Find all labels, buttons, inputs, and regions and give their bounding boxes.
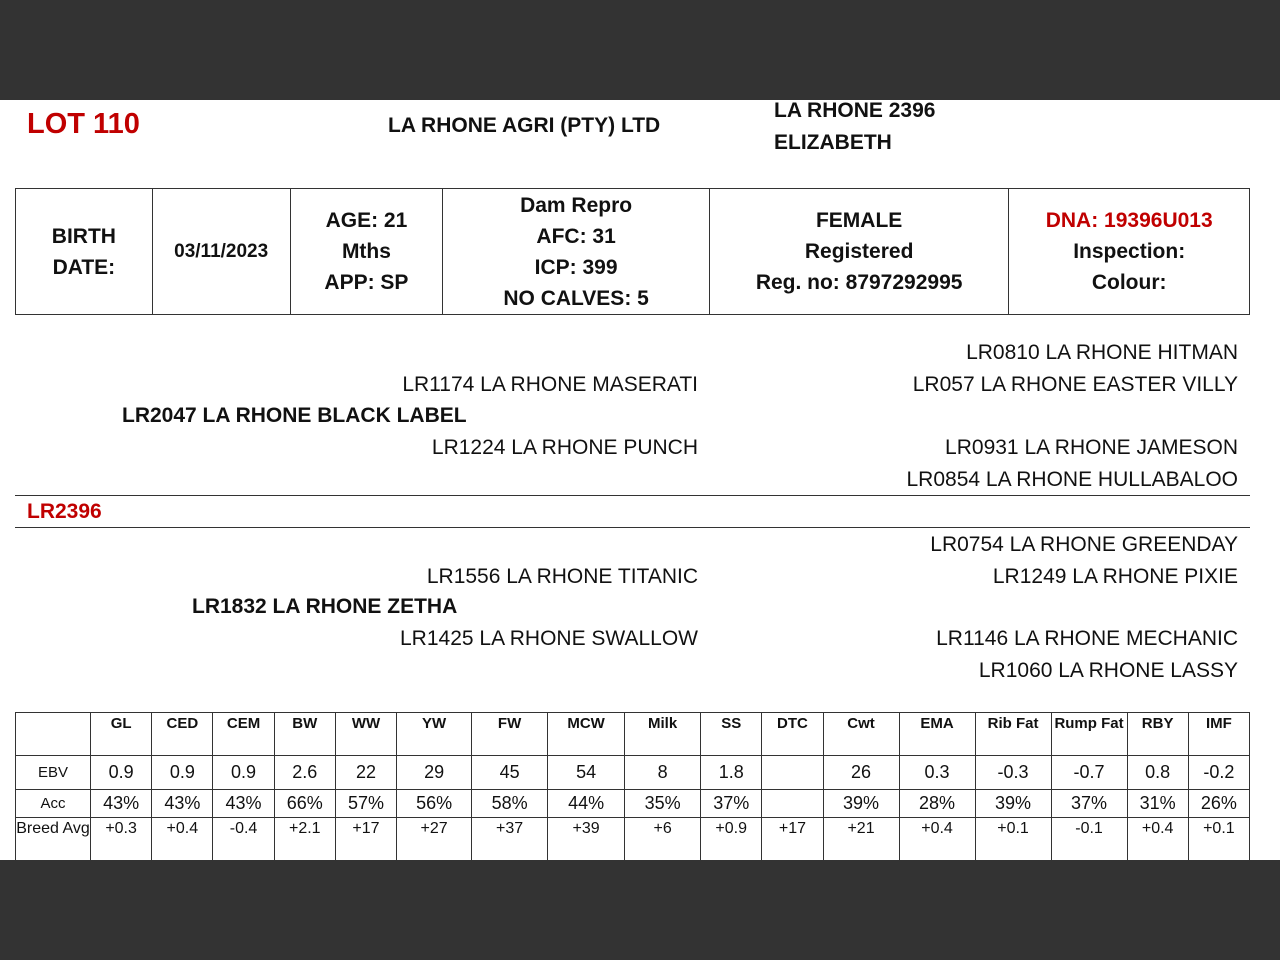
- animal-name: [774, 95, 935, 159]
- sire: LR2047 LA RHONE BLACK LABEL: [122, 404, 467, 427]
- age: AGE: 21: [325, 209, 408, 232]
- ebv-header: EMA: [899, 713, 975, 756]
- registered: Registered: [804, 240, 914, 263]
- ebv-cell: 35%: [625, 790, 701, 818]
- ebv-cell: [762, 790, 823, 818]
- catalogue-page: [0, 100, 1280, 860]
- birth-date-value: 03/11/2023: [174, 241, 269, 262]
- ebv-cell: 37%: [701, 790, 762, 818]
- ds-sire: LR0754 LA RHONE GREENDAY: [930, 533, 1238, 556]
- dam-dam: LR1425 LA RHONE SWALLOW: [400, 627, 698, 650]
- ebv-header: Milk: [625, 713, 701, 756]
- row-label: Acc: [16, 790, 91, 818]
- ebv-cell: 44%: [548, 790, 625, 818]
- corner-cell: [16, 713, 91, 756]
- ebv-cell: 39%: [975, 790, 1051, 818]
- colour: Colour:: [1091, 271, 1167, 294]
- app: APP: SP: [324, 271, 409, 294]
- ebv-header: RBY: [1127, 713, 1188, 756]
- calves: NO CALVES: 5: [503, 286, 649, 310]
- ebv-cell: 66%: [274, 790, 335, 818]
- dam: LR1832 LA RHONE ZETHA: [192, 595, 458, 618]
- ebv-cell: 56%: [397, 790, 472, 818]
- birth-date: [153, 189, 291, 314]
- ebv-cell: 0.9: [152, 756, 213, 790]
- lot-number: LOT 110: [27, 108, 140, 140]
- afc: AFC: 31: [536, 224, 616, 248]
- ebv-cell: +37: [472, 818, 548, 861]
- ebv-cell: 22: [335, 756, 396, 790]
- ebv-cell: 45: [472, 756, 548, 790]
- reg-no: Reg. no: 8797292995: [755, 271, 963, 294]
- ss-dam: LR057 LA RHONE EASTER VILLY: [912, 373, 1238, 396]
- dd-dam: LR1060 LA RHONE LASSY: [978, 659, 1238, 682]
- ebv-row: [16, 756, 1250, 790]
- ebv-cell: 57%: [335, 790, 396, 818]
- ebv-cell: 37%: [1051, 790, 1127, 818]
- ebv-cell: +0.9: [701, 818, 762, 861]
- dd-sire: LR1146 LA RHONE MECHANIC: [936, 627, 1238, 650]
- dna-cell: [1009, 189, 1249, 314]
- row-label: EBV: [16, 756, 91, 790]
- ebv-cell: +2.1: [274, 818, 335, 861]
- ebv-header: CED: [152, 713, 213, 756]
- ebv-header: Rib Fat: [975, 713, 1051, 756]
- ebv-header: GL: [91, 713, 152, 756]
- ebv-cell: 43%: [152, 790, 213, 818]
- sd-dam: LR0854 LA RHONE HULLABALOO: [906, 468, 1238, 491]
- dna: DNA: 19396U013: [1045, 209, 1213, 232]
- ebv-cell: 26: [823, 756, 899, 790]
- ebv-cell: 39%: [823, 790, 899, 818]
- ebv-cell: -0.7: [1051, 756, 1127, 790]
- ebv-cell: +0.4: [152, 818, 213, 861]
- sire-sire: LR1174 LA RHONE MASERATI: [402, 373, 698, 396]
- ebv-cell: 2.6: [274, 756, 335, 790]
- ebv-cell: 28%: [899, 790, 975, 818]
- birth-label-2: DATE:: [52, 255, 116, 279]
- breeder-name: LA RHONE AGRI (PTY) LTD: [388, 114, 661, 137]
- ebv-header: WW: [335, 713, 396, 756]
- ebv-cell: +17: [335, 818, 396, 861]
- ebv-header: SS: [701, 713, 762, 756]
- ebv-cell: +6: [625, 818, 701, 861]
- ebv-header: Rump Fat: [1051, 713, 1127, 756]
- ebv-row: [16, 818, 1250, 861]
- divider: [15, 527, 1250, 528]
- ebv-cell: 0.8: [1127, 756, 1188, 790]
- birth-label-1: BIRTH: [51, 224, 116, 248]
- birth-label: [16, 189, 153, 314]
- sire-dam: LR1224 LA RHONE PUNCH: [431, 436, 698, 459]
- ebv-cell: 26%: [1188, 790, 1249, 818]
- divider: [15, 495, 1250, 496]
- ebv-table: [15, 712, 1250, 861]
- ebv-cell: -0.2: [1188, 756, 1249, 790]
- animal-name-line2: ELIZABETH: [774, 131, 892, 154]
- ebv-header: YW: [397, 713, 472, 756]
- ebv-cell: +0.4: [899, 818, 975, 861]
- ebv-cell: +17: [762, 818, 823, 861]
- ds-dam: LR1249 LA RHONE PIXIE: [992, 565, 1238, 588]
- ebv-row: [16, 790, 1250, 818]
- ebv-header: DTC: [762, 713, 823, 756]
- ss-sire: LR0810 LA RHONE HITMAN: [966, 341, 1238, 364]
- age-cell: [291, 189, 444, 314]
- ebv-cell: +21: [823, 818, 899, 861]
- ebv-cell: -0.4: [213, 818, 274, 861]
- registration-cell: [710, 189, 1010, 314]
- ebv-cell: +39: [548, 818, 625, 861]
- ebv-header: IMF: [1188, 713, 1249, 756]
- ebv-header: MCW: [548, 713, 625, 756]
- ebv-cell: +0.1: [975, 818, 1051, 861]
- ebv-cell: [762, 756, 823, 790]
- ebv-cell: 1.8: [701, 756, 762, 790]
- ebv-cell: 8: [625, 756, 701, 790]
- ebv-cell: -0.1: [1051, 818, 1127, 861]
- ebv-cell: +0.1: [1188, 818, 1249, 861]
- ebv-cell: 58%: [472, 790, 548, 818]
- sex: FEMALE: [815, 209, 903, 232]
- ebv-cell: 0.9: [213, 756, 274, 790]
- ebv-header: CEM: [213, 713, 274, 756]
- age-unit: Mths: [341, 240, 391, 263]
- ebv-cell: 0.3: [899, 756, 975, 790]
- ebv-cell: 31%: [1127, 790, 1188, 818]
- icp: ICP: 399: [534, 255, 618, 279]
- animal-name-line1: LA RHONE 2396: [774, 99, 936, 122]
- row-label: Breed Avg: [16, 818, 91, 861]
- dam-repro: Dam Repro: [520, 193, 633, 217]
- ebv-header: Cwt: [823, 713, 899, 756]
- ebv-cell: +27: [397, 818, 472, 861]
- animal-id: LR2396: [27, 500, 102, 523]
- ebv-cell: 43%: [91, 790, 152, 818]
- ebv-cell: +0.3: [91, 818, 152, 861]
- ebv-cell: 54: [548, 756, 625, 790]
- inspection: Inspection:: [1073, 240, 1186, 263]
- ebv-cell: -0.3: [975, 756, 1051, 790]
- dam-sire: LR1556 LA RHONE TITANIC: [426, 565, 698, 588]
- ebv-cell: +0.4: [1127, 818, 1188, 861]
- ebv-header-row: [16, 713, 1250, 756]
- sd-sire: LR0931 LA RHONE JAMESON: [945, 436, 1238, 459]
- ebv-cell: 0.9: [91, 756, 152, 790]
- info-table: [15, 188, 1250, 315]
- ebv-header: FW: [472, 713, 548, 756]
- ebv-cell: 29: [397, 756, 472, 790]
- ebv-header: BW: [274, 713, 335, 756]
- dam-repro-cell: [443, 189, 710, 314]
- ebv-cell: 43%: [213, 790, 274, 818]
